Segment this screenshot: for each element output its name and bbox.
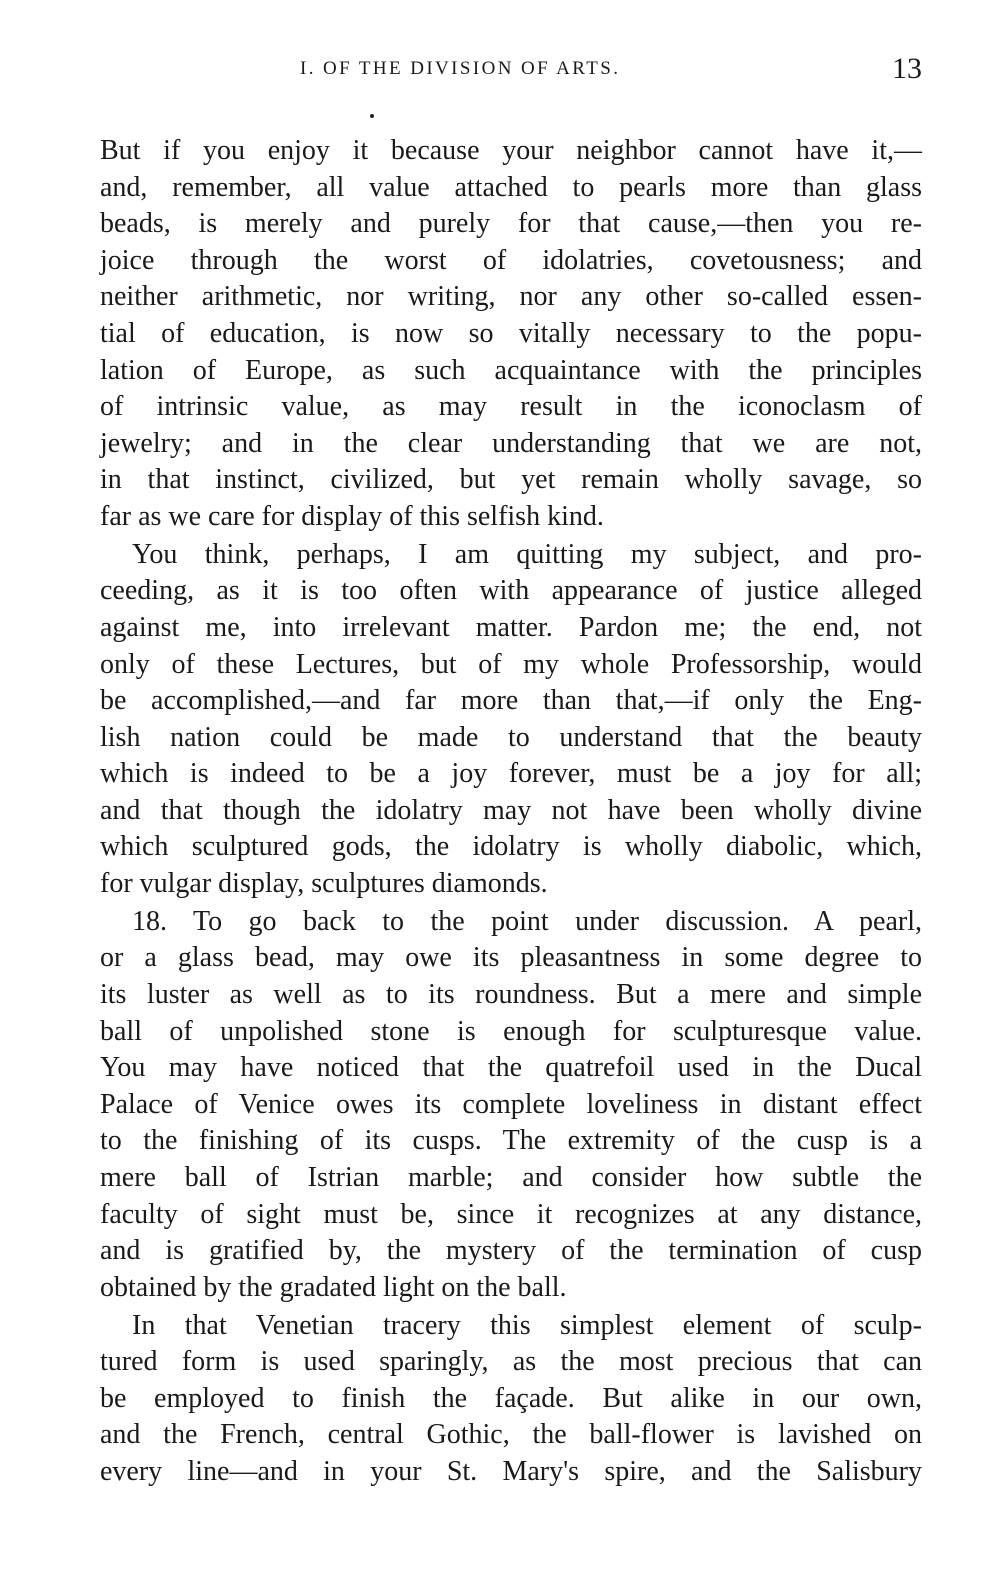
text-line: to the finishing of its cusps. The extremity of the cusp is a xyxy=(100,1125,922,1157)
text-line: tured form is used sparingly, as the most precious that can xyxy=(100,1346,922,1378)
text-line: ceeding, as it is too often with appearance of justice alleged xyxy=(100,575,922,607)
text-line: and, remember, all value attached to pearls more than glass xyxy=(100,171,922,203)
text-line: ball of unpolished stone is enough for sculpturesque value. xyxy=(100,1015,922,1047)
paragraph xyxy=(100,904,922,1307)
running-head: I. OF THE DIVISION OF ARTS. xyxy=(300,58,621,79)
page-number: 13 xyxy=(892,52,922,85)
text-line: tial of education, is now so vitally necessary to the popu- xyxy=(100,317,922,349)
text-line: 18. To go back to the point under discussion. A pearl, xyxy=(132,905,922,937)
text-line: in that instinct, civilized, but yet remain wholly savage, so xyxy=(100,464,922,496)
text-line: jewelry; and in the clear understanding that we are not, xyxy=(100,427,922,459)
paragraph xyxy=(100,537,922,903)
text-line: mere ball of Istrian marble; and consider how subtle the xyxy=(100,1162,922,1193)
text-line: be accomplished,—and far more than that,—if only the Eng- xyxy=(100,685,922,717)
text-line: Palace of Venice owes its complete loveliness in distant effect xyxy=(100,1088,922,1120)
text-line: You may have noticed that the quatrefoil used in the Ducal xyxy=(100,1052,922,1084)
print-speck xyxy=(370,114,374,118)
text-line: lation of Europe, as such acquaintance with the principles xyxy=(100,354,922,386)
text-line: its luster as well as to its roundness. But a mere and simple xyxy=(100,979,922,1011)
paragraph xyxy=(100,1308,922,1491)
text-line: or a glass bead, may owe its pleasantness in some degree to xyxy=(100,942,922,974)
text-line: obtained by the gradated light on the ball. xyxy=(100,1271,567,1303)
text-line: But if you enjoy it because your neighbor cannot have it,— xyxy=(100,135,922,166)
text-line: and that though the idolatry may not have been wholly divine xyxy=(100,794,922,826)
text-line: and is gratified by, the mystery of the termination of cusp xyxy=(100,1235,922,1267)
text-line: be employed to finish the façade. But alike in our own, xyxy=(100,1382,922,1414)
text-line: far as we care for display of this selfish kind. xyxy=(100,500,604,532)
text-line: You think, perhaps, I am quitting my subject, and pro- xyxy=(132,538,922,570)
text-line: In that Venetian tracery this simplest element of sculp- xyxy=(132,1309,922,1341)
text-line: and the French, central Gothic, the ball-flower is lavished on xyxy=(100,1419,922,1451)
text-line: only of these Lectures, but of my whole Professorship, would xyxy=(100,648,922,680)
text-line: for vulgar display, sculptures diamonds. xyxy=(100,868,548,900)
text-line: neither arithmetic, nor writing, nor any other so-called essen- xyxy=(100,281,922,313)
text-line: faculty of sight must be, since it recognizes at any distance, xyxy=(100,1198,922,1230)
body-text xyxy=(100,133,922,1492)
paragraph xyxy=(100,133,922,536)
text-line: against me, into irrelevant matter. Pardon me; the end, not xyxy=(100,611,922,643)
text-line: which sculptured gods, the idolatry is wholly diabolic, which, xyxy=(100,831,922,863)
text-line: every line—and in your St. Mary's spire, and the Salisbury xyxy=(100,1455,922,1487)
text-line: beads, is merely and purely for that cause,—then you re- xyxy=(100,208,922,240)
text-line: lish nation could be made to understand that the beauty xyxy=(100,721,922,753)
text-line: which is indeed to be a joy forever, must be a joy for all; xyxy=(100,758,922,790)
text-line: joice through the worst of idolatries, covetousness; and xyxy=(100,244,922,276)
text-line: of intrinsic value, as may result in the iconoclasm of xyxy=(100,391,922,423)
